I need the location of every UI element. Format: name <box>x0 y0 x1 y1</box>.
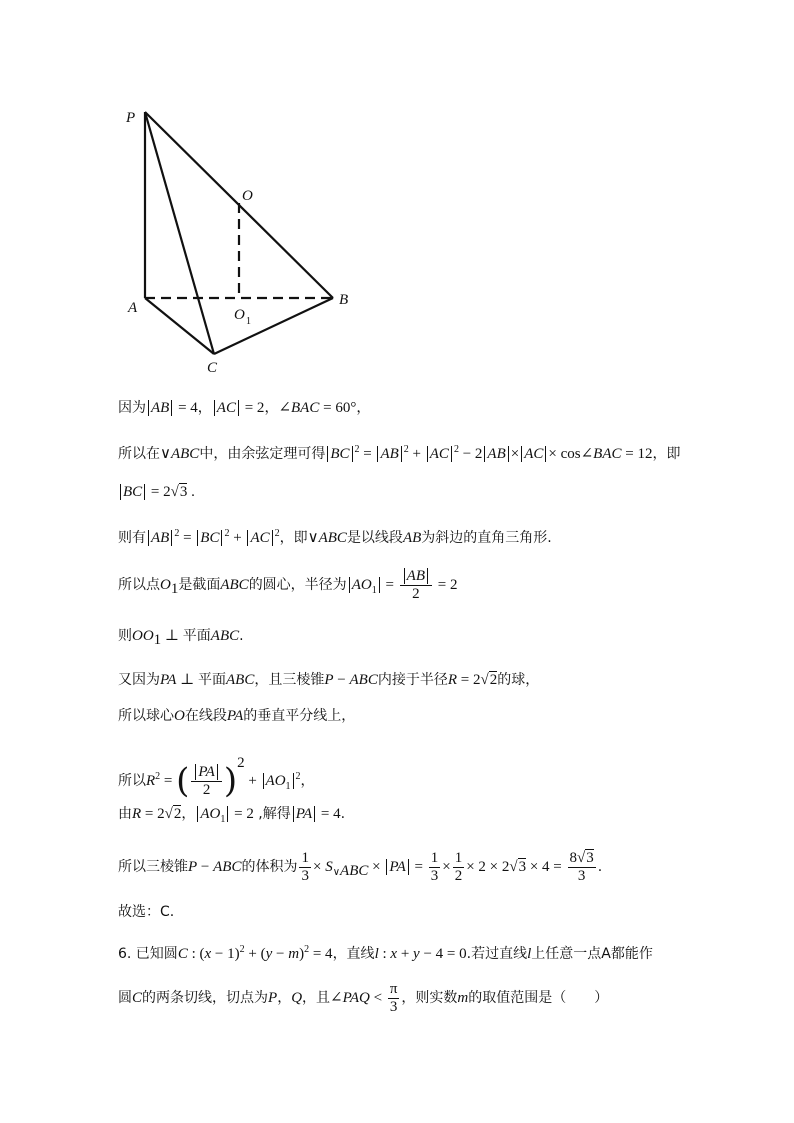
text-segment: .若过直线 <box>466 946 528 962</box>
text-segment: 所以三棱锥 <box>118 859 188 875</box>
text-segment: 的球， <box>497 672 540 688</box>
text-segment: 的圆心，半径为 <box>248 577 347 593</box>
text-segment: 的垂直平分线上， <box>243 708 356 724</box>
solution-line-10: 由R = 2√2， $AO_1 = 2$ ,解得 PA = 4. <box>118 806 346 825</box>
text-segment: ，且三棱锥 <box>254 672 325 688</box>
text-segment: 则 <box>118 628 132 644</box>
text-segment: 圆 <box>118 990 132 1006</box>
edge-bc <box>214 298 333 354</box>
problem-6-line-2: 圆C的两条切线，切点为P，Q，且∠PAQ < $\frac{\pi}{3}$ ，则实数m的取值范围是（ ） <box>118 980 609 1015</box>
text-segment: 的体积为 <box>241 859 298 875</box>
text-segment: ，即 <box>279 530 308 546</box>
text-segment: 是以线段 <box>346 530 403 546</box>
text-segment: 6. 已知圆 <box>118 946 178 962</box>
solution-line-4: 则有 AB $^2$ = BC $^2$ + AC $^2$，即∨ABC是以线段AB为斜边的直角三角形. <box>118 528 552 546</box>
text-segment: ， <box>197 400 212 416</box>
label-a: A <box>128 300 138 316</box>
label-o1-sub: 1 <box>246 316 251 327</box>
text-segment: ， <box>356 400 371 416</box>
text-segment: 因为 <box>118 400 146 416</box>
label-b: B <box>339 292 349 308</box>
text-segment: ，直线 <box>332 946 375 962</box>
text-segment: . <box>239 628 244 644</box>
text-segment: . <box>340 806 346 822</box>
text-segment: 又因为 <box>118 672 160 688</box>
text-segment: 则有 <box>118 530 146 546</box>
text-segment: 由 <box>118 806 132 822</box>
text-segment: 所以点 <box>118 577 160 593</box>
text-segment: 故选：C. <box>118 904 175 920</box>
label-p: P <box>126 110 136 126</box>
text-segment: 上任意一点A都能作 <box>531 946 653 962</box>
pyramid-figure <box>110 100 370 385</box>
solution-line-6: 则$OO_1$ ⊥ 平面ABC. <box>118 628 244 648</box>
text-segment: 在线段 <box>184 708 227 724</box>
label-c: C <box>207 360 218 376</box>
solution-line-7: 又因为PA ⊥ 平面ABC，且三棱锥P − ABC内接于半径R = 2√2的球， <box>118 672 540 688</box>
text-segment: 所以在 <box>118 446 160 462</box>
solution-line-5: 所以点$O_1$是截面ABC的圆心，半径为 $AO_1$ = $\frac{AB}{2}$ = 2 <box>118 567 458 602</box>
label-o: O <box>242 188 253 204</box>
text-segment: 平面 <box>182 628 211 644</box>
text-segment: 的两条切线，切点为 <box>142 990 269 1006</box>
label-o1: O <box>234 307 245 323</box>
problem-6-line-1: 6. 已知圆C : $(x - 1)^2 + (y - m)^2 = 4$，直线l : x + y − 4 = 0.若过直线l上任意一点A都能作 <box>118 944 653 962</box>
text-segment: ,解得 <box>253 806 291 822</box>
solution-line-8: 所以球心O在线段PA的垂直平分线上， <box>118 708 356 724</box>
text-segment: ， <box>264 400 279 416</box>
text-segment: 是截面 <box>178 577 221 593</box>
solution-line-3: BC = 2√3 . <box>118 482 195 502</box>
edge-pc <box>145 112 214 354</box>
solution-line-2: 所以在∨ABC中，由余弦定理可得 BC $^2$ = AB $^2$ + AC $^2$ − 2 AB × AC × cos∠BAC = 12，即 <box>118 444 681 462</box>
text-segment: 为斜边的直角三角形. <box>421 530 552 546</box>
text-segment: 内接于半径 <box>377 672 448 688</box>
text-segment: ，且 <box>302 990 331 1006</box>
solution-line-9: 所以$R^2$ = ( $\frac{PA}{2}$ )$^2 + AO_1^2$， <box>118 755 315 801</box>
text-segment: 的取值范围是（ ） <box>468 990 609 1006</box>
edge-ac <box>145 298 214 354</box>
solution-line-1: 因为 AB = 4， AC = 2，∠BAC = 60°， <box>118 400 371 416</box>
text-segment: 平面 <box>198 672 227 688</box>
text-segment: ， <box>277 990 292 1006</box>
text-segment: 中，由余弦定理可得 <box>199 446 326 462</box>
text-segment: 所以球心 <box>118 708 174 724</box>
solution-line-11: 所以三棱锥P − ABC的体积为 $\frac{1}{3}$ × $S_{\vee ABC}$ × PA = $\frac{1}{3}$ × $\frac{1}{2}$ × 2 × 2√3 × 4 = $\frac{8√3}{3}$ . <box>118 849 603 884</box>
text-segment: ，则实数 <box>401 990 458 1006</box>
text-segment: ，即 <box>652 446 681 462</box>
text-segment: 所以 <box>118 773 146 789</box>
text-segment: . <box>597 859 603 875</box>
text-segment: ， <box>300 773 315 789</box>
solution-line-12 <box>118 902 174 922</box>
text-segment: ， <box>181 806 196 822</box>
